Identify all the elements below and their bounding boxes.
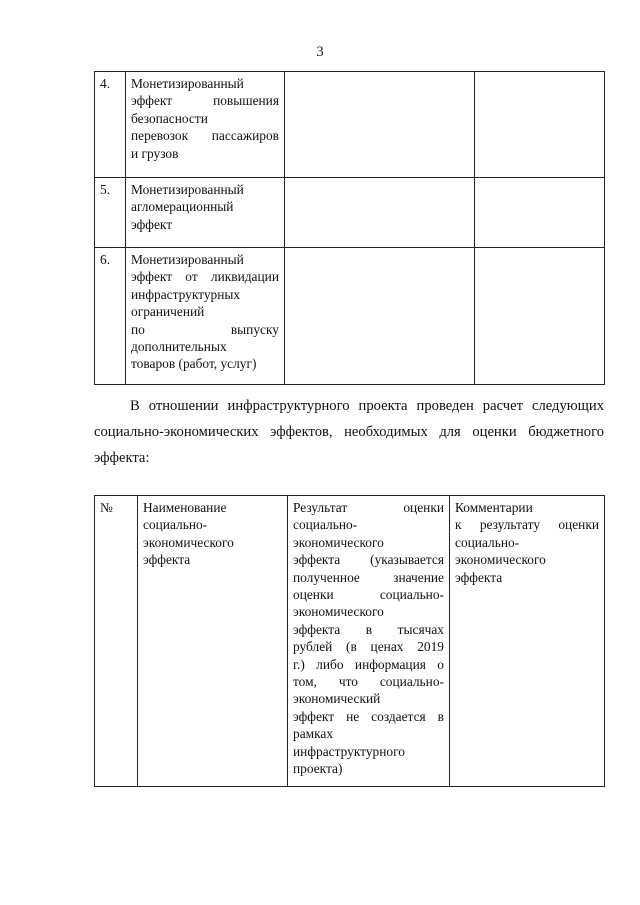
comment-cell	[475, 178, 605, 248]
cell-text-line: экономического	[455, 552, 546, 568]
result-cell	[285, 178, 475, 248]
cell-text-line: рамках	[293, 726, 334, 742]
cell-text-line: том, что социально-	[293, 674, 444, 690]
cell-text-line: Наименование	[143, 500, 227, 515]
effect-name-cell	[126, 72, 285, 178]
table-header-row	[95, 496, 605, 787]
result-cell	[285, 72, 475, 178]
row-number-cell: 5.	[95, 178, 126, 248]
header-effect-name	[138, 496, 288, 787]
cell-text-line: полученное значение	[293, 569, 444, 585]
cell-text-line: социально-	[143, 517, 208, 533]
header-comments	[450, 496, 605, 787]
cell-text-line: проекта)	[293, 761, 343, 777]
cell-text-line: эффекта	[455, 569, 503, 585]
cell-text-line: безопасности	[131, 110, 208, 126]
cell-text-line: эффекта	[143, 552, 191, 568]
table-row	[95, 72, 605, 178]
cell-text-line: оценки социально-	[293, 587, 444, 603]
cell-text-line: товаров (работ, услуг)	[131, 356, 257, 372]
cell-text-line: экономический	[293, 691, 381, 707]
effects-assessment-table	[94, 495, 605, 787]
result-cell	[285, 248, 475, 385]
cell-text-line: инфраструктурного	[293, 743, 405, 759]
cell-text-line: Монетизированный	[131, 252, 244, 267]
cell-text-line: г.) либо информация о	[293, 656, 444, 672]
cell-text-line: Комментарии	[455, 500, 533, 515]
cell-text-line: Результат оценки	[293, 500, 444, 515]
cell-text-line: инфраструктурных	[131, 286, 241, 302]
table-row	[95, 178, 605, 248]
page-number: 3	[316, 44, 324, 60]
cell-text-line: дополнительных	[131, 339, 227, 355]
header-number	[95, 496, 138, 787]
cell-text-line: №	[100, 500, 113, 515]
cell-text-line: эффект	[131, 216, 173, 232]
row-number-cell: 6.	[95, 248, 126, 385]
cell-text-line: рублей (в ценах 2019	[293, 639, 444, 655]
cell-text-line: эффекта (указывается	[293, 552, 444, 568]
cell-text-line: эффект не создается в	[293, 708, 444, 724]
cell-text-line: Монетизированный	[131, 182, 244, 197]
cell-text-line: перевозок пассажиров	[131, 128, 279, 144]
cell-text-line: экономического	[143, 534, 234, 550]
cell-text-line: ограничений	[131, 304, 205, 320]
header-assessment-result	[288, 496, 450, 787]
table-row	[95, 248, 605, 385]
cell-text-line: и грузов	[131, 145, 179, 161]
row-number-cell: 4.	[95, 72, 126, 178]
cell-text-line: эффекта в тысячах	[293, 621, 444, 637]
cell-text-line: эффект от ликвидации	[131, 269, 279, 285]
cell-text-line: агломерационный	[131, 199, 234, 215]
body-paragraph: В отношении инфраструктурного проекта проведен расчет следующих социально-экономических эффектов, необходимых для оценки бюджетного эффекта:	[94, 398, 604, 466]
cell-text-line: социально-	[293, 517, 358, 533]
comment-cell	[475, 72, 605, 178]
cell-text-line: к результату оценки	[455, 517, 599, 533]
effect-name-cell	[126, 178, 285, 248]
effect-name-cell	[126, 248, 285, 385]
cell-text-line: социально-	[455, 534, 520, 550]
comment-cell	[475, 248, 605, 385]
cell-text-line: эффект повышения	[131, 93, 279, 109]
cell-text-line: экономического	[293, 604, 384, 620]
cell-text-line: по выпуску	[131, 321, 279, 337]
effects-table-continued	[94, 71, 605, 385]
cell-text-line: экономического	[293, 534, 384, 550]
cell-text-line: Монетизированный	[131, 76, 244, 91]
